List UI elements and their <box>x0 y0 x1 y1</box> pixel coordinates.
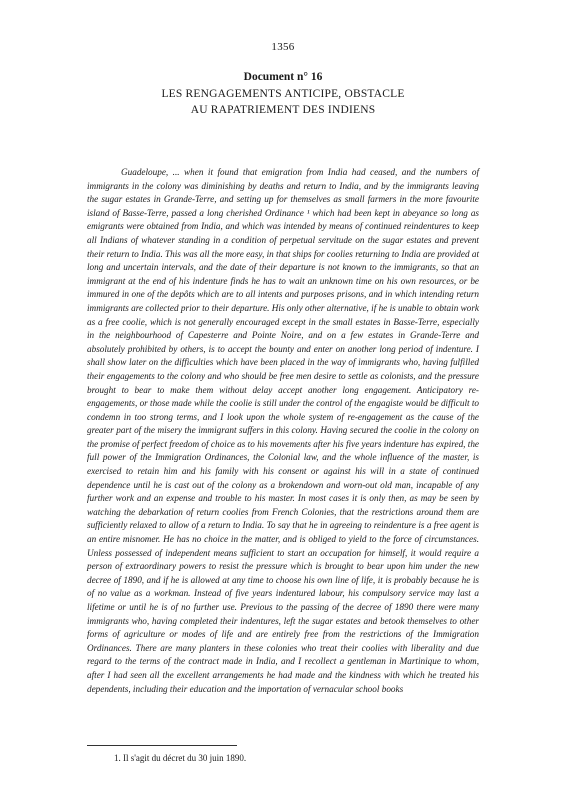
page-number: 1356 <box>271 41 295 53</box>
document-label: Document n° 16 <box>243 71 323 83</box>
document-title <box>0 86 566 118</box>
footnote-divider <box>87 745 237 746</box>
document-title-line-2: AU RAPATRIEMENT DES INDIENS <box>190 104 376 116</box>
footnote: 1. Il s'agit du décret du 30 juin 1890. <box>114 753 247 763</box>
body-paragraph: Guadeloupe, ... when it found that emigration from India had ceased, and the numbers of immigrants in the colony was diminishing by deaths and return to India, and by the immigrants leaving the sugar estates in Grande-Terre, and setting up for themselves as small farmers in the more favourite island of Basse-Terre, passed a long cherished Ordinance ¹ which had been kept in abeyance so long as emigrants were obtained from India, and which was intended by means of continued reindentures to keep all Indians of whatever standing in a condition of perpetual servitude on the sugar estates and prevent their return to India. This was all the more easy, in that ships for coolies returning to India are provided at long and uncertain intervals, and the date of their departure is not known to the immigrants, so that an immigrant at the end of his indenture finds he has to wait an unknown time on his own resources, or be immured in one of the depôts which are to all intents and purposes prisons, and in which intending return immigrants are collected prior to their departure. His only other alternative, if he is unable to obtain work as a free coolie, which is not generally encouraged except in the small estates in Basse-Terre, especially in the neighbourhood of Capesterre and Pointe Noire, and on a few estates in Grande-Terre and absolutely prohibited by others, is to accept the bounty and enter on another long period of indenture. I shall show later on the difficulties which have been placed in the way of immigrants who, having fulfilled their engagements to the colony and who should be free men desire to settle as colonists, and the pressure brought to bear to make them without delay accept another long engagement. Anticipatory re-engagements, or those made while the coolie is still under the control of the engagiste would be difficult to condemn in too strong terms, and I look upon the whole system of re-engagement as the cause of the greater part of the misery the immigrant suffers in this colony. Having secured the coolie in the colony on the promise of perfect freedom of choice as to his movements after his five years indenture has expired, the full power of the Immigration Ordinances, the Colonial law, and the whole influence of the master, is exercised to retain him and his family with his consent or against his will in a state of continued dependence until he is cast out of the colony as a brokendown and worn-out old man, incapable of any further work and an expense and trouble to his master. In most cases it is only then, as may be seen by watching the debarkation of return coolies from French Colonies, that the restrictions around them are sufficiently relaxed to allow of a return to India. To say that he in agreeing to reindenture is a free agent is an entire misnomer. He has no choice in the matter, and is obliged to yield to the force of circumstances. Unless possessed of independent means sufficient to start an occupation for himself, it would require a person of extraordinary powers to resist the pressure which is brought to bear upon him under the new decree of 1890, and if he is allowed at any time to choose his own line of life, it is probably because he is of no value as a workman. Instead of five years indentured labour, his compulsory service may last a lifetime or until he is of no further use. Previous to the passing of the decree of 1890 there were many immigrants who, having completed their indentures, left the sugar estates and betook themselves to other forms of agriculture or modes of life and are entirely free from the restrictions of the Immigration Ordinances. There are many planters in these colonies who treat their coolies with liberality and due regard to the terms of the contract made in India, and I recollect a gentleman in Martinique to whom, after I had seen all the excellent arrangements he had made and the kindness with which he treated his dependents, including their education and the importation of vernacular school books <box>87 167 479 694</box>
document-title-line-1: LES RENGAGEMENTS ANTICIPE, OBSTACLE <box>161 88 405 100</box>
